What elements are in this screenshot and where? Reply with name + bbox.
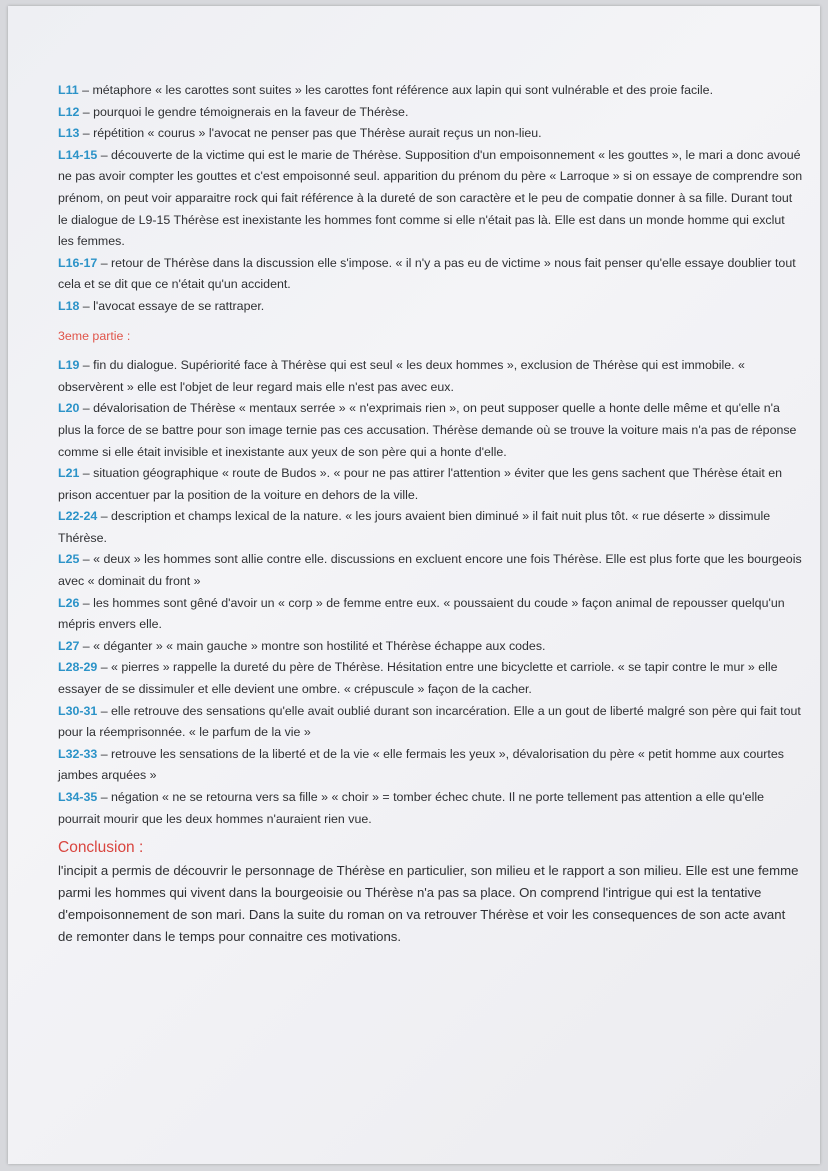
analysis-item: [58, 398, 803, 463]
document-page: [8, 6, 820, 1164]
line-ref: L12: [58, 104, 80, 119]
analysis-item: [58, 463, 803, 506]
analysis-text: – retrouve les sensations de la liberté et de la vie « elle fermais les yeux », dévalorisation du père « petit homme aux courtes jambes arquées »: [58, 746, 784, 783]
analysis-text: – description et champs lexical de la nature. « les jours avaient bien diminué » il fait nuit plus tôt. « rue déserte » dissimule Thérèse.: [58, 509, 771, 545]
line-ref: L32-33: [58, 746, 98, 761]
line-ref: L26: [58, 595, 80, 610]
analysis-item: [58, 253, 803, 296]
analysis-item: [58, 636, 803, 658]
analysis-item: [58, 593, 803, 636]
analysis-text: – métaphore « les carottes sont suites » les carottes font référence aux lapin qui sont vulnérable et des proie facile.: [78, 83, 714, 97]
analysis-item: [58, 506, 803, 549]
analysis-item: [58, 80, 803, 102]
line-ref: L25: [58, 552, 80, 567]
analysis-item: [58, 657, 803, 700]
analysis-text: – situation géographique « route de Budos ». « pour ne pas attirer l'attention » éviter que les gens sachent que Thérèse était en prison accentuer par la position de la voiture en dehors de la ville.: [58, 466, 783, 502]
analysis-text: – « déganter » « main gauche » montre son hostilité et Thérèse échappe aux codes.: [79, 638, 546, 653]
analysis-item: [58, 355, 803, 398]
analysis-item: [58, 102, 803, 124]
line-ref: L28-29: [58, 660, 98, 675]
line-ref: L21: [58, 466, 80, 481]
analysis-text: – « deux » les hommes sont allie contre elle. discussions en excluent encore une fois Thérèse. Elle est plus forte que les bourgeois avec « dominait du front »: [58, 552, 802, 589]
analysis-text: – retour de Thérèse dans la discussion elle s'impose. « il n'y a pas eu de victime » nous fait penser qu'elle essaye doublier tout cela et se dit que ce n'était qu'un accident.: [58, 255, 796, 292]
analysis-text: – « pierres » rappelle la dureté du père de Thérèse. Hésitation entre une bicyclette et carriole. « se tapir contre le mur » elle essayer de se dissimuler et elle devient une ombre. « crépuscule » façon de la cacher.: [58, 660, 778, 697]
analysis-text: – dévalorisation de Thérèse « mentaux serrée » « n'exprimais rien », on peut supposer quelle a honte delle même et qu'elle n'a plus la force de se battre pour son image ternie pas ces accusation. Thérèse demande où se trouve la voiture mais n'a pas de réponse comme si elle était invisible et inexistante aux yeux de son père qui a honte d'elle.: [58, 401, 797, 459]
line-ref: L16-17: [58, 255, 98, 270]
analysis-item: [58, 787, 803, 830]
analysis-item: [58, 145, 803, 253]
line-ref: L34-35: [58, 790, 98, 804]
document-content: [58, 80, 803, 947]
part2-section: [58, 80, 803, 318]
analysis-text: – fin du dialogue. Supériorité face à Thérèse qui est seul « les deux hommes », exclusion de Thérèse qui est immobile. « observèrent » elle est l'objet de leur regard mais elle n'est pas avec eux.: [58, 358, 745, 394]
analysis-item: [58, 701, 803, 744]
analysis-text: – l'avocat essaye de se rattraper.: [79, 298, 265, 313]
line-ref: L20: [58, 401, 80, 416]
analysis-item: [58, 123, 803, 145]
line-ref: L19: [58, 358, 80, 373]
analysis-text: – elle retrouve des sensations qu'elle avait oublié durant son incarcération. Elle a un gout de liberté malgré son père qui fait tout pour la réemprisonnée. « le parfum de la vie »: [58, 703, 801, 740]
conclusion-text: l'incipit a permis de découvrir le personnage de Thérèse en particulier, son milieu et le rapport a son milieu. Elle est une femme parmi les hommes qui vivent dans la bourgeoisie ou Thérèse n'a pas sa place. On comprend l'intrigue qui est la tentative d'empoisonnement de son mari. Dans la suite du roman on va retrouver Thérèse et voir les consequences de son acte avant de remonter dans le temps pour connaitre ces motivations.: [58, 863, 799, 944]
analysis-item: [58, 296, 803, 318]
analysis-item: [58, 549, 803, 592]
line-ref: L18: [58, 298, 80, 313]
line-ref: L14-15: [58, 147, 98, 162]
part3-section: [58, 355, 803, 830]
line-ref: L13: [58, 126, 80, 141]
analysis-text: – découverte de la victime qui est le marie de Thérèse. Supposition d'un empoisonnement « les gouttes », le mari a donc avoué ne pas avoir compter les gouttes et c'est empoisonné seul. apparition du prénom du père « Larroque » si on essaye de comprendre son prénom, on peut voir apparaitre rock qui fait référence à la dureté de son caractère et le peu de compatie donner à sa fille. Durant tout le dialogue de L9-15 Thérèse est inexistante les hommes font comme si elle n'était pas là. Elle est dans un monde homme qui exclut les femmes.: [58, 147, 803, 249]
analysis-text: – pourquoi le gendre témoignerais en la faveur de Thérèse.: [79, 104, 409, 119]
analysis-item: [58, 744, 803, 787]
analysis-text: – répétition « courus » l'avocat ne penser pas que Thérèse aurait reçus un non-lieu.: [79, 126, 542, 141]
line-ref: L22-24: [58, 509, 98, 524]
line-ref: L27: [58, 638, 80, 653]
analysis-text: – négation « ne se retourna vers sa fille » « choir » = tomber échec chute. Il ne porte tellement pas attention a elle qu'elle pourrait mourir que les deux hommes n'auraient rien vue.: [58, 790, 764, 826]
analysis-text: – les hommes sont gêné d'avoir un « corp » de femme entre eux. « poussaient du coude » façon animal de repousser quelqu'un mépris envers elle.: [58, 595, 785, 632]
line-ref: L11: [58, 83, 79, 97]
line-ref: L30-31: [58, 703, 98, 718]
conclusion-heading: Conclusion :: [58, 839, 144, 857]
part3-heading: 3eme partie :: [58, 328, 131, 343]
